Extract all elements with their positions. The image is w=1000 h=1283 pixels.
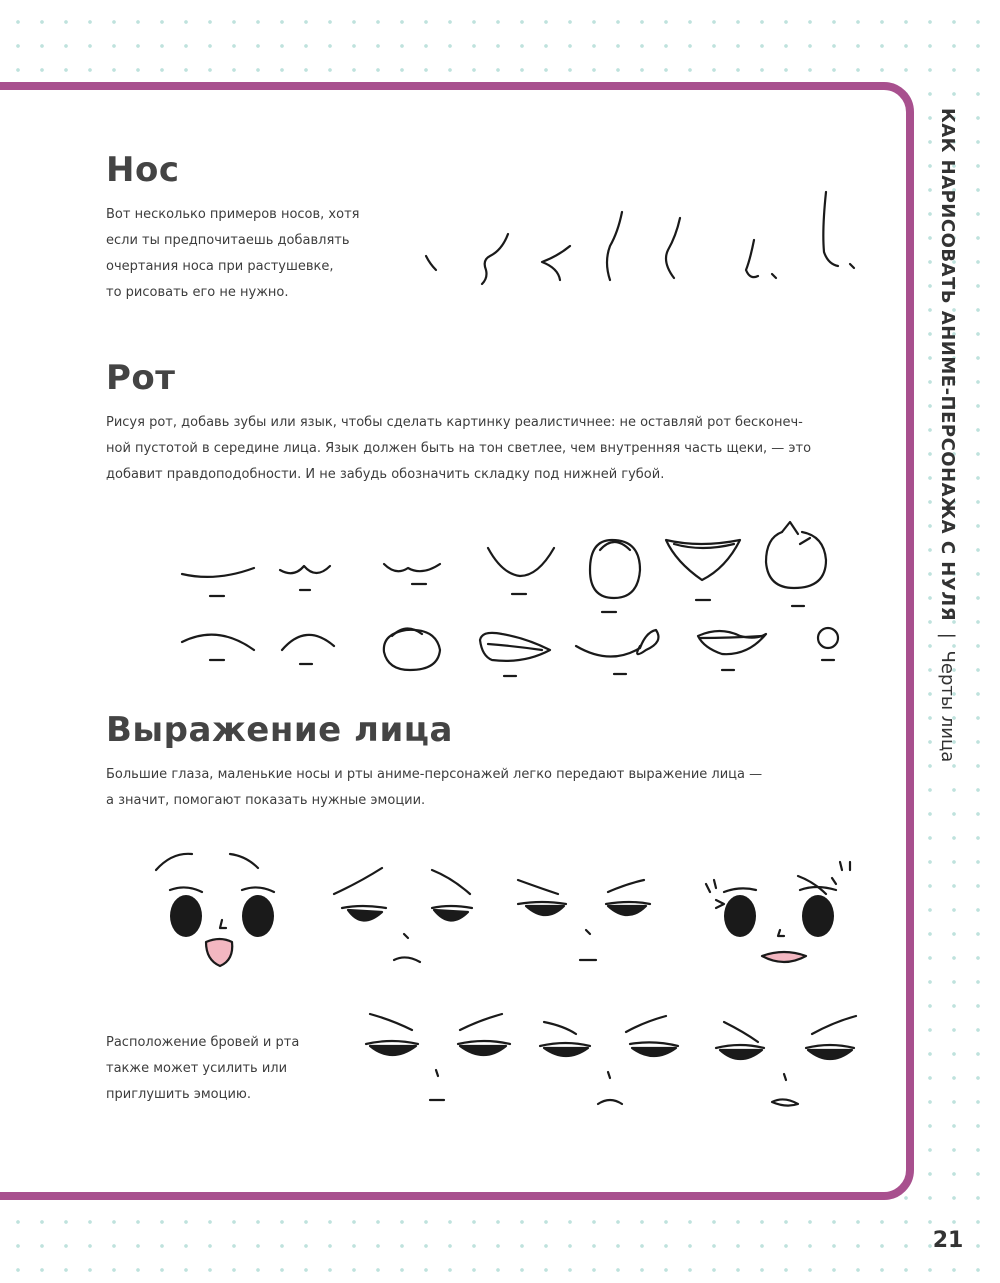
mouth-heading: Рот — [106, 358, 176, 398]
nose-heading: Нос — [106, 150, 180, 190]
nose-examples-illustration — [410, 180, 870, 290]
expression-text: Большие глаза, маленькие носы и рты аниме-персонажей легко передают выражение лица — а значит, помогают показать нужные эмоции. — [106, 767, 763, 808]
chapter-title: Черты лица — [937, 650, 958, 763]
sidebar-running-title — [927, 108, 969, 778]
nose-text: Вот несколько примеров носов, хотя если ты предпочитаешь добавлять очертания носа при растушевке, то рисовать его не нужно. — [106, 207, 360, 300]
expressions-row1-illustration — [150, 848, 860, 978]
mouth-text: Рисуя рот, добавь зубы или язык, чтобы сделать картинку реалистичнее: не оставляй рот бесконеч- ной пустотой в середине лица. Язык должен быть на тон светлее, чем внутренняя часть щеки, — это добавит правдоподобности. И не забудь обозначить складку под нижней губой. — [106, 415, 812, 482]
page-number: 21 — [932, 1228, 964, 1253]
expression-caption: Расположение бровей и рта также может усилить или приглушить эмоцию. — [106, 1035, 300, 1102]
expression-heading: Выражение лица — [106, 710, 453, 750]
expressions-row2-illustration — [360, 1000, 870, 1120]
title-separator: | — [937, 632, 958, 639]
book-title: КАК НАРИСОВАТЬ АНИМЕ-ПЕРСОНАЖА С НУЛЯ — [937, 108, 958, 622]
mouth-examples-illustration — [170, 518, 870, 688]
